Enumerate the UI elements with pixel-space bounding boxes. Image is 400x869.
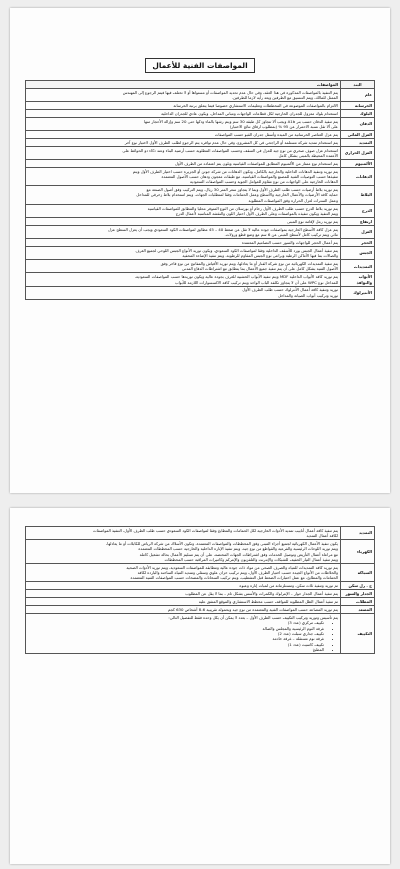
table-row bbox=[26, 138, 375, 146]
row-item-label: الأبواب والنوافذ bbox=[341, 273, 375, 286]
description-line: يتم توريد كافة التمديدات للمياه والصرف الصحي من مواد ذات جودة عالية ومطابقة للمواصفات السعودية، ويتم توريد الأدوات الصحية bbox=[126, 564, 338, 570]
description-line: ويتم توريد اللوحات الرئيسية والفرعية والقواطع من نوع جيد، ويتم تنفيذ الإنارة الداخلية والخارجية حسب المخططات المعتمدة bbox=[138, 546, 338, 552]
row-description bbox=[26, 614, 341, 654]
description-line: يتم تنفيذ التمديدات الكهربائية من نوع شركة الفنار أو ما يعادلها، ويتم توريد الأفياش والمفاتيح من نوع فاخر وفق bbox=[160, 261, 338, 267]
row-description bbox=[26, 204, 341, 217]
description-line: تم تنفيذ أعمال الظل المطلوبة للمواقف حسب مخطط الاستشاري والموقع المتفق عليه bbox=[198, 599, 338, 605]
description-line: يتم تنفيذ أعمال الجبس بورد للأسقف الداخلية وفقا لمواصفات الكود السعودي، ويكون توريد الأنواع الجبس اللوحي لجميع الغرف bbox=[135, 247, 338, 253]
description-line: مائي ويتم تركيب كامل لأسطح المبنى عن 6 سم مع وضع قطع ورولات. bbox=[224, 232, 338, 238]
table-row bbox=[26, 582, 375, 590]
description-line: حماية كافة الأرضيات والأعمال الخارجية والأسطح وعمل الحمامات وفقا لمتطلبات الجهات، ويتم استخدام بلاط زخرفي للمداخل bbox=[136, 192, 338, 198]
row-item-label: الجبس bbox=[341, 247, 375, 260]
description-line: توريد وتنفيذ كافة أعمال الأنترلوك حسب طلب الطرف الأول bbox=[242, 287, 338, 293]
row-description bbox=[26, 598, 341, 606]
table-row bbox=[26, 614, 375, 654]
description-line: يتم تنفيذ أعمال الجدار حوار – الإنترلوك والكمرات والأسس بشكل تام – بما لا يقل عن المطلوب bbox=[185, 591, 338, 597]
row-description bbox=[26, 260, 341, 273]
row-description bbox=[26, 527, 341, 540]
row-item-label: ارتفاع bbox=[341, 218, 375, 226]
specifications-table-2 bbox=[25, 526, 375, 654]
row-item-label: الكهرباء bbox=[341, 540, 375, 564]
row-item-label: العزل المائي bbox=[341, 131, 375, 139]
row-item-label: ج . رل سكن bbox=[341, 582, 375, 590]
row-description bbox=[26, 160, 341, 168]
table-row bbox=[26, 102, 375, 110]
description-line: والصالات بما فيها الأماكن الرطبة ويراعى نوع الجبس المقاوم للرطوبة، ويتم تنفيذ الإضاءة المخفية bbox=[182, 253, 338, 259]
row-item-label: الألمنيوم bbox=[341, 160, 375, 168]
description-line: يتم استخدام تمديد شركة مستلمة أو الراجحي في كل المشروع، وفي حال عدم توافره يتم الرجوع لطلب الطرف الأول لاختيار نوع آخر bbox=[124, 139, 338, 145]
row-description bbox=[26, 606, 341, 614]
sub-list bbox=[28, 620, 338, 652]
description-line: الدهانات الخارجية على الواجهات من نوع مقاوم للعوامل الجوية وحسب المواصفات السعودية bbox=[189, 179, 338, 185]
description-line: تنفيذها حسب التوصيات الفنية للمصنع والمواصفات القياسية، مع طبقات معجون ودهان حسب الأصول المعتمدة bbox=[161, 174, 338, 179]
row-item-label: الحجر bbox=[341, 239, 375, 247]
row-item-label: الجدار والسور bbox=[341, 590, 375, 598]
description-line: يكون تنفيذ الأعمال الكهربائية لجميع أجزاء المبنى وفق المخططات والمواصفات المعتمدة، وتكون الأسلاك من شركة الرياض للكابلات أو ما يعادلها، bbox=[106, 540, 338, 546]
row-item-label: المصعد bbox=[341, 606, 375, 614]
row-description bbox=[26, 102, 341, 110]
row-description bbox=[26, 146, 341, 159]
header-item: البند bbox=[341, 81, 375, 89]
description-line: على ألا تقل نسبة الاحمرار عن 95 % (بمطلوب ارفاق نتائج الاختبار) bbox=[229, 123, 338, 129]
description-line: يتم توريد وتنفيذ الدهانات الداخلية والخارجية بالكامل، وتكون الدهانات من شركة جوتن أو الجزيرة حسب اختيار الطرف الأول ويتم bbox=[132, 168, 338, 174]
description-line: توريد وتركيب أبواب الصيانة والمداخل bbox=[278, 292, 338, 298]
description-line: يتم تنفيذ الدفان حسب بنر A1b ويجب ألا تتجاوز كل طبقة 30 سم ويتم رشها بالماء ودكها حتى 20 سم وإزالة الأحجار منها bbox=[143, 118, 338, 124]
table-row bbox=[26, 247, 375, 260]
description-line: يتم توريد رمل لإقامة نوع المبنى bbox=[287, 218, 338, 224]
sub-list-item: • تكييف مركزي (عدد 3) bbox=[28, 620, 324, 625]
document-page-1 bbox=[10, 8, 390, 493]
sub-list-item: • غرفة نوم مستقلة – غرفة خادمة bbox=[28, 636, 324, 641]
row-description bbox=[26, 167, 341, 185]
document-page-2 bbox=[10, 508, 390, 864]
description-line: يتم التنفيذ بالمواصفات المذكورة في هذا العقد، وفي حال عدم تحديد المواصفات أو مستواها أو لا تختلف فيها فيتم الرجوع إلى المهندس bbox=[122, 89, 338, 95]
description-line: يتم توريد بلاط الدرج حسب طلب الطرف الأول رخام أو بورسلان من النوع المتوفر محليا والمطابق للمواصفات القياسية bbox=[147, 205, 338, 211]
table-row bbox=[26, 540, 375, 564]
row-description bbox=[26, 590, 341, 598]
description-line: تم توريد وتنفيذ ثلاث سكن، ومستلزماته من لمبات إنارة وعبوة bbox=[239, 583, 338, 589]
row-item-label: التمديدات bbox=[341, 260, 375, 273]
row-item-label: الأنتيرلوك bbox=[341, 286, 375, 299]
row-item-label: السباكة bbox=[341, 563, 375, 581]
table-row bbox=[26, 160, 375, 168]
table-row bbox=[26, 131, 375, 139]
row-item-label: التمديد bbox=[341, 527, 375, 540]
row-item-label: البلوك bbox=[341, 109, 375, 117]
row-description bbox=[26, 117, 341, 130]
description-line: يتم استخدام نوع ممتاز من الألمنيوم المطابق للمواصفات القياسية وبلون يتم اعتماده من الطرف الأول bbox=[175, 160, 338, 166]
row-item-label: الدفان bbox=[341, 117, 375, 130]
table-row bbox=[26, 239, 375, 247]
description-line: الأعمدة المحيطة بالمبنى بشكل كامل bbox=[278, 152, 338, 158]
sub-list-item: • تكييف جداري سبلت (عدد 2) bbox=[28, 631, 324, 636]
row-item-label: العزل bbox=[341, 225, 375, 238]
row-description bbox=[26, 540, 341, 564]
description-line: لكافة أعمال التمديد bbox=[306, 533, 338, 539]
table-row bbox=[26, 146, 375, 159]
table-row bbox=[26, 260, 375, 273]
row-item-label: البلاط bbox=[341, 186, 375, 204]
table-row bbox=[26, 88, 375, 101]
table-row bbox=[26, 117, 375, 130]
table-header-row bbox=[26, 81, 375, 89]
row-description bbox=[26, 88, 341, 101]
row-item-label: التكييف bbox=[341, 614, 375, 654]
row-description bbox=[26, 131, 341, 139]
specifications-table-1 bbox=[25, 80, 375, 300]
description-line: يتم عزل كافة الأسطح الخارجية بمواصفات جودة عالية لا تقل عن ضغط 40 – 45 مطابق لمواصفات الكود السعودي ويجب أن يعزل السطح عزل bbox=[107, 226, 338, 232]
description-line: والخلاطات من الأنواع الجيدة حسب اختيار الطرف الأول، ويتم تركيب خزان علوي وسفلي وتمديد المياه الساخنة والباردة لكافة bbox=[137, 570, 338, 576]
row-description bbox=[26, 563, 341, 581]
row-item-label: التمديد bbox=[341, 138, 375, 146]
row-item-label: المظلات bbox=[341, 598, 375, 606]
description-line: مع مراعاة أعمال التأريض وتوصيل الخدمات وفق اشتراطات الجهات المختصة، على أن يتم تسليم الأعمال بحالة تشغيل كاملة bbox=[139, 551, 338, 557]
row-description bbox=[26, 247, 341, 260]
description-line: يتم توريد بلاط أرضيات حسب طلب الطرف الأول وبما لا يتجاوز سعر المتر 30 ريال، ويتم التركيب وفق أصول الصنعة مع bbox=[146, 187, 338, 193]
table-row bbox=[26, 286, 375, 299]
row-item-label: الخرسانة bbox=[341, 102, 375, 110]
row-description bbox=[26, 186, 341, 204]
description-line: يتم أعمال الحجر للواجهات والسور حسب التصاميم المعتمدة bbox=[241, 239, 338, 245]
description-line: استخدام عزل صوف صخري من نوع جيد للعزل في السقف وحسب المواصفات المطلوبة حسب أرضية البناء وعند ذكاء دو الحوائط على bbox=[122, 147, 338, 153]
row-description bbox=[26, 239, 341, 247]
table-row bbox=[26, 225, 375, 238]
description-line: الممثل للمالك، ويتم التنسيق مع الطرفين ويعد رأيه لازما للطرفين. bbox=[231, 94, 338, 100]
table-row bbox=[26, 186, 375, 204]
row-description bbox=[26, 582, 341, 590]
row-description bbox=[26, 225, 341, 238]
row-description bbox=[26, 273, 341, 286]
row-description bbox=[26, 109, 341, 117]
table-row bbox=[26, 167, 375, 185]
description-line: للمداخل نوع WPC على أن لا يتجاوز تكلفة الباب الواحد ويتم تركيب كافة الاكسسوارات اللازمة للأبواب bbox=[174, 279, 338, 285]
table-row bbox=[26, 527, 375, 540]
table-row bbox=[26, 109, 375, 117]
description-line: الالتزام بالمواصفات الموضوعة في المخططات وتعليمات الاستشاري خصوصا فيما يتعلق برتبة الخرسانة bbox=[173, 102, 338, 108]
table-row bbox=[26, 606, 375, 614]
row-item-label: الدرج bbox=[341, 204, 375, 217]
row-description bbox=[26, 218, 341, 226]
row-description bbox=[26, 286, 341, 299]
row-item-label: الدهانات bbox=[341, 167, 375, 185]
table-row bbox=[26, 563, 375, 581]
description-line: يتم تأسيس وتوريد وتركيب التكييف حسب الطرف الأول – بعدد لا يمكن أن يكل وحدة فقط للتفصيل التالي: bbox=[168, 614, 338, 620]
description-line: وعمل السترات لعزل الحرارة وفق المواصفات المطلوبة bbox=[248, 197, 338, 203]
table-row bbox=[26, 598, 375, 606]
description-line: يتم تنفيذ كافة أعمال أنابيب تمديد الأدوات الخارجية لكل الحمامات والمطابخ وفقا لمواصفات الكود السعودي حسب طلب الطرف الأول، التنفيذ المواصفات bbox=[93, 527, 338, 533]
document-title: المواصفات الفنية للأعمال bbox=[145, 58, 254, 73]
sub-list-item: • تكييف كاسيت (عدد 1) bbox=[28, 642, 324, 647]
description-line: يتم توريد المصاعد حسب المواصفات الفنية والمعتمدة من نوع جيد وبحمولة تقريبية 6-8 أشخاص 630 كجم bbox=[167, 606, 338, 612]
description-line: استخدام بلوك معزول للجدران الخارجية لكل قطاعات الواجهات ومباني المداخل، ويكون عادي للجدران الداخلية bbox=[161, 110, 338, 116]
header-spec: المواصفات bbox=[26, 81, 341, 89]
description-line: يتم عزل العناصر الخرسانية من الميدة وأسفل جدران القبو حسب المواصفات bbox=[214, 131, 338, 137]
table-row bbox=[26, 590, 375, 598]
row-item-label: العزل الحراري bbox=[341, 146, 375, 159]
description-line: الأصول الفنية بشكل كامل على أن يتم تنفيذ جميع الأعمال بما يتطابق مع اشتراطات الدفاع المدني bbox=[181, 266, 338, 272]
sub-list-item: • المطبخ bbox=[28, 647, 324, 652]
description-line: ويتم تنفيذ أعمال التيار الخفيف للشبكات والإنترنت والتلفزيون والإنتركم وكاميرات المراقبة حسب المخططات bbox=[164, 556, 338, 562]
specifications-body-2 bbox=[26, 527, 375, 654]
description-line: يتم توريد كافة الأبواب الداخلية MDF ويتم تنفيذ الأبواب الخشبية للغرف بجودة عالية ويكون توريدها حسب المواصفات السعودية، bbox=[134, 274, 338, 280]
table-row bbox=[26, 273, 375, 286]
row-description bbox=[26, 138, 341, 146]
sub-list-item: • غرفة النوم الرئيسية والمجلس والصالة bbox=[28, 626, 324, 631]
row-item-label: عام bbox=[341, 88, 375, 101]
table-row bbox=[26, 204, 375, 217]
description-line: ويتم التنفيذ ويكون تنفيذه بالمواصفات وعلى الطرف الأول اختيار اللون والنقشة المناسبة لأعمال الدرج bbox=[175, 210, 338, 216]
specifications-body-1 bbox=[26, 88, 375, 299]
table-row bbox=[26, 218, 375, 226]
description-line: الحمامات والمطابخ، مع عمل اختبارات الضغط قبل التشطيب، ويتم تركيب السخانات والمضخات حسب المواصفات الفنية المعتمدة bbox=[130, 575, 338, 581]
